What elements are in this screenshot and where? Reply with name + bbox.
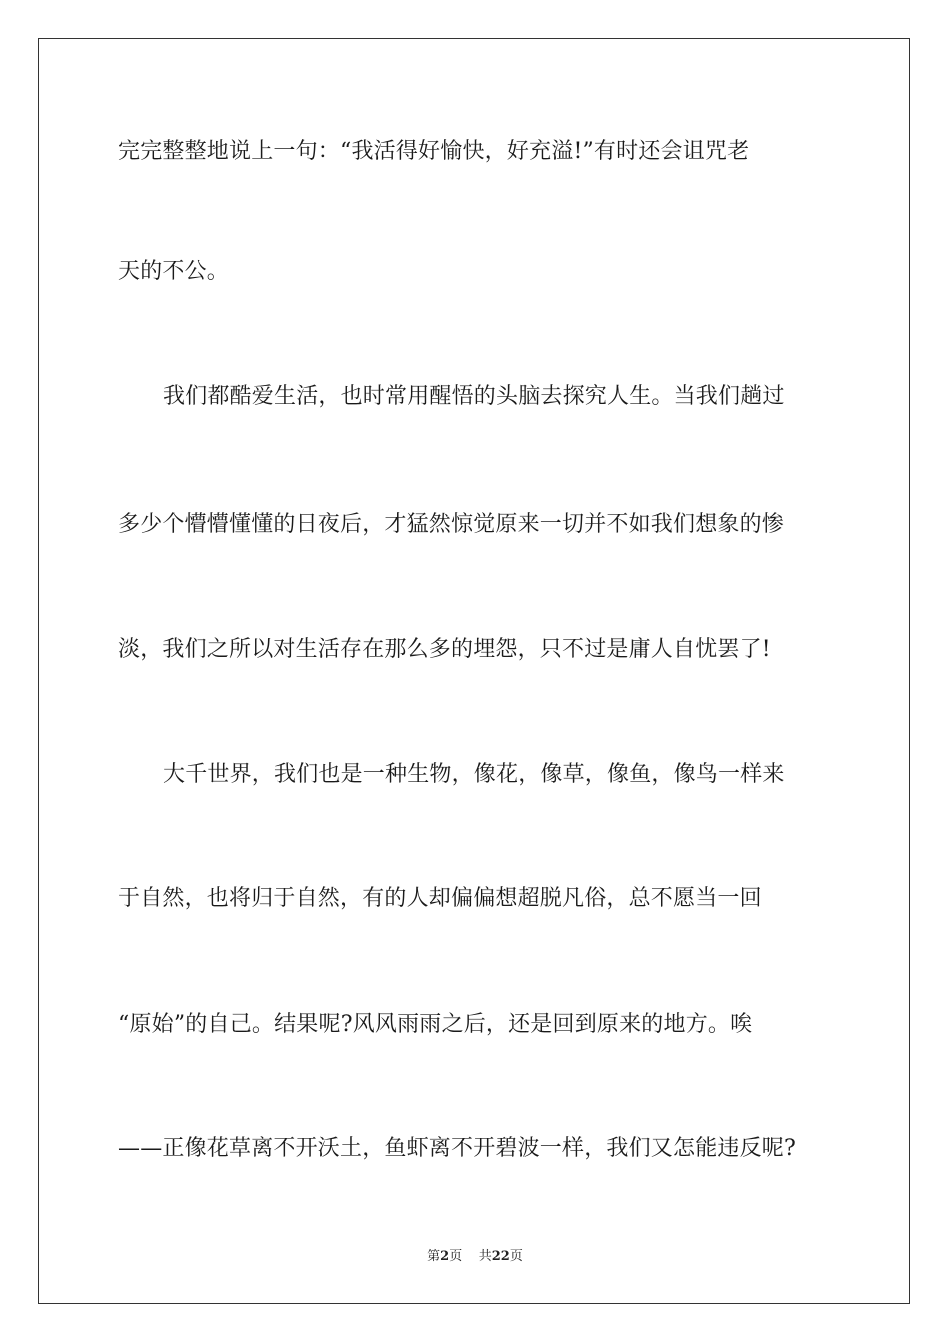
page-border (38, 38, 910, 1304)
page-suffix: 页 (449, 1249, 463, 1264)
text-line: 多少个懵懵懂懂的日夜后，才猛然惊觉原来一切并不如我们想象的惨 (118, 512, 785, 537)
total-prefix: 共 (478, 1249, 492, 1264)
page-prefix: 第 (427, 1249, 441, 1264)
text-line: 我们都酷爱生活，也时常用醒悟的头脑去探究人生。当我们趟过 (163, 384, 785, 409)
total-pages: 22 (491, 1249, 510, 1264)
page-footer (0, 1248, 950, 1266)
text-line: 于自然，也将归于自然，有的人却偏偏想超脱凡俗，总不愿当一回 (118, 886, 762, 911)
text-line: 淡，我们之所以对生活存在那么多的埋怨，只不过是庸人自忧罢了! (118, 637, 771, 662)
text-line: 大千世界，我们也是一种生物，像花，像草，像鱼，像鸟一样来 (163, 762, 785, 787)
total-suffix: 页 (509, 1249, 523, 1264)
page-number: 2 (440, 1249, 450, 1264)
text-line: 天的不公。 (118, 259, 230, 284)
text-line: “原始”的自己。结果呢?风风雨雨之后，还是回到原来的地方。唉 (118, 1012, 753, 1037)
text-line: 完完整整地说上一句：“我活得好愉快，好充溢!”有时还会诅咒老 (118, 139, 750, 164)
text-line: ——正像花草离不开沃土，鱼虾离不开碧波一样，我们又怎能违反呢? (118, 1136, 796, 1161)
